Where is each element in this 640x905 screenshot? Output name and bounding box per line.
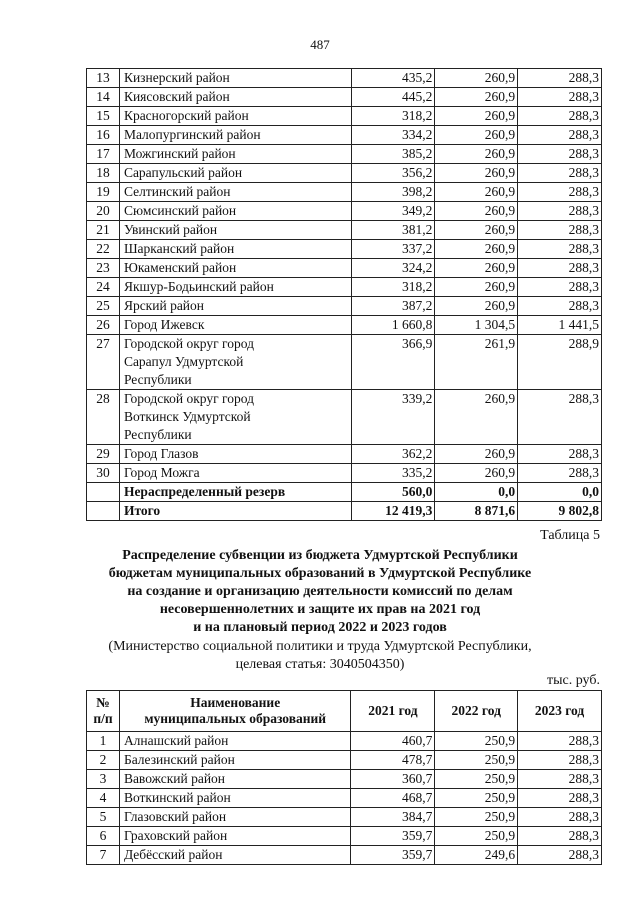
value-2023: 288,3: [518, 390, 602, 445]
row-name: Сарапульский район: [119, 164, 351, 183]
row-name: Красногорский район: [119, 107, 351, 126]
value-2022: 260,9: [435, 88, 518, 107]
value-2022: 260,9: [435, 145, 518, 164]
value-2022: 250,9: [435, 732, 518, 751]
table-row: [87, 69, 602, 88]
row-name-line: Воткинск Удмуртской: [123, 409, 251, 424]
value-2022: 260,9: [435, 183, 518, 202]
value-2023: 288,3: [518, 107, 602, 126]
value-2021: 12 419,3: [351, 502, 435, 521]
header-name: Наименование муниципальных образований: [119, 691, 351, 732]
value-2021: 356,2: [351, 164, 435, 183]
row-name: Дебёсский район: [119, 846, 351, 865]
value-2022: 260,9: [435, 259, 518, 278]
row-name: Кизнерский район: [119, 69, 351, 88]
row-name: Киясовский район: [119, 88, 351, 107]
value-2021: 381,2: [351, 221, 435, 240]
row-number: [87, 483, 120, 502]
value-2021: 359,7: [351, 827, 435, 846]
value-2023: 288,3: [518, 827, 602, 846]
value-2021: 337,2: [351, 240, 435, 259]
table-subtitle: [80, 638, 560, 674]
row-name: Нераспределенный резерв: [119, 483, 351, 502]
row-number: 14: [87, 88, 120, 107]
value-2021: 335,2: [351, 464, 435, 483]
subvention-table-5: [86, 690, 602, 865]
row-number: 16: [87, 126, 120, 145]
value-2022: 260,9: [435, 240, 518, 259]
row-name: Граховский район: [119, 827, 351, 846]
row-name: [119, 390, 351, 445]
value-2022: 260,9: [435, 107, 518, 126]
row-name: Ярский район: [119, 297, 351, 316]
table-row: [87, 732, 602, 751]
value-2023: 288,3: [518, 751, 602, 770]
row-name-line: Республики: [123, 427, 192, 442]
value-2023: 288,3: [518, 221, 602, 240]
row-name: Глазовский район: [119, 808, 351, 827]
table-row: [87, 278, 602, 297]
row-number: 13: [87, 69, 120, 88]
row-number: 6: [87, 827, 120, 846]
value-2021: 478,7: [351, 751, 435, 770]
table-row: [87, 846, 602, 865]
row-number: 29: [87, 445, 120, 464]
title-line: бюджетам муниципальных образований в Удмуртской Республике: [108, 566, 532, 581]
table-row: [87, 240, 602, 259]
row-name: Город Глазов: [119, 445, 351, 464]
row-name-line: Республики: [123, 372, 192, 387]
value-2023: 288,3: [518, 846, 602, 865]
unit-label: тыс. руб.: [547, 673, 600, 688]
table-row: [87, 335, 602, 390]
value-2023: 288,3: [518, 464, 602, 483]
value-2021: 468,7: [351, 789, 435, 808]
row-number: 21: [87, 221, 120, 240]
value-2021: 445,2: [351, 88, 435, 107]
row-name: Малопургинский район: [119, 126, 351, 145]
table-label: Таблица 5: [540, 528, 600, 543]
value-2023: 288,3: [518, 183, 602, 202]
table-row: [87, 770, 602, 789]
table-row: [87, 126, 602, 145]
value-2023: 9 802,8: [518, 502, 602, 521]
title-line: несовершеннолетних и защите их прав на 2021 год: [159, 602, 481, 617]
value-2021: 362,2: [351, 445, 435, 464]
value-2022: 260,9: [435, 202, 518, 221]
value-2021: 385,2: [351, 145, 435, 164]
value-2023: 1 441,5: [518, 316, 602, 335]
table-row: [87, 259, 602, 278]
row-number: 2: [87, 751, 120, 770]
table-row: [87, 789, 602, 808]
value-2021: 359,7: [351, 846, 435, 865]
row-number: 27: [87, 335, 120, 390]
value-2022: 260,9: [435, 69, 518, 88]
row-name: Воткинский район: [119, 789, 351, 808]
row-name: Итого: [119, 502, 351, 521]
value-2021: 398,2: [351, 183, 435, 202]
row-name: Город Можга: [119, 464, 351, 483]
value-2021: 334,2: [351, 126, 435, 145]
header-2023: 2023 год: [518, 691, 602, 732]
value-2022: 250,9: [435, 789, 518, 808]
value-2022: 260,9: [435, 126, 518, 145]
row-number: 19: [87, 183, 120, 202]
header-2022: 2022 год: [435, 691, 518, 732]
row-number: 26: [87, 316, 120, 335]
row-name-line: Городской округ город: [123, 336, 254, 351]
row-name: Можгинский район: [119, 145, 351, 164]
table-row: [87, 183, 602, 202]
value-2021: 1 660,8: [351, 316, 435, 335]
reserve-row: [87, 483, 602, 502]
row-name: Вавожский район: [119, 770, 351, 789]
value-2023: 288,3: [518, 278, 602, 297]
row-number: 24: [87, 278, 120, 297]
value-2021: 349,2: [351, 202, 435, 221]
row-name: Якшур-Бодьинский район: [119, 278, 351, 297]
row-number: 3: [87, 770, 120, 789]
table-row: [87, 221, 602, 240]
value-2023: 288,3: [518, 732, 602, 751]
row-name: [119, 335, 351, 390]
page-number: 487: [310, 37, 330, 52]
row-name: Селтинский район: [119, 183, 351, 202]
table-row: [87, 827, 602, 846]
value-2021: 318,2: [351, 107, 435, 126]
value-2023: 288,9: [518, 335, 602, 390]
table-row: [87, 145, 602, 164]
value-2023: 0,0: [518, 483, 602, 502]
header-number: № п/п: [87, 691, 120, 732]
subtitle-line: целевая статья: 3040504350): [235, 657, 405, 672]
value-2021: 318,2: [351, 278, 435, 297]
row-name: Алнашский район: [119, 732, 351, 751]
value-2023: 288,3: [518, 145, 602, 164]
value-2023: 288,3: [518, 297, 602, 316]
table-row: [87, 464, 602, 483]
row-number: 25: [87, 297, 120, 316]
row-number: 23: [87, 259, 120, 278]
value-2022: 260,9: [435, 164, 518, 183]
row-number: 5: [87, 808, 120, 827]
row-number: 20: [87, 202, 120, 221]
table-row: [87, 88, 602, 107]
subvention-table-continued: [86, 68, 602, 521]
value-2022: 260,9: [435, 390, 518, 445]
table-row: [87, 107, 602, 126]
value-2023: 288,3: [518, 69, 602, 88]
table-row: [87, 316, 602, 335]
row-number: 28: [87, 390, 120, 445]
title-line: и на плановый период 2022 и 2023 годов: [193, 620, 447, 635]
subtitle-line: (Министерство социальной политики и труда Удмуртской Республики,: [108, 639, 532, 654]
header-2021: 2021 год: [351, 691, 435, 732]
value-2021: 384,7: [351, 808, 435, 827]
value-2023: 288,3: [518, 789, 602, 808]
row-number: 22: [87, 240, 120, 259]
value-2021: 460,7: [351, 732, 435, 751]
value-2022: 1 304,5: [435, 316, 518, 335]
value-2022: 261,9: [435, 335, 518, 390]
row-name: Шарканский район: [119, 240, 351, 259]
table-row: [87, 297, 602, 316]
value-2023: 288,3: [518, 259, 602, 278]
row-number: 1: [87, 732, 120, 751]
row-number: 30: [87, 464, 120, 483]
title-line: на создание и организацию деятельности комиссий по делам: [127, 584, 513, 599]
value-2022: 260,9: [435, 464, 518, 483]
value-2022: 249,6: [435, 846, 518, 865]
value-2021: 366,9: [351, 335, 435, 390]
value-2021: 339,2: [351, 390, 435, 445]
value-2022: 260,9: [435, 297, 518, 316]
table-title: [80, 547, 560, 637]
row-number: 17: [87, 145, 120, 164]
value-2021: 435,2: [351, 69, 435, 88]
value-2023: 288,3: [518, 445, 602, 464]
value-2022: 8 871,6: [435, 502, 518, 521]
row-name: Город Ижевск: [119, 316, 351, 335]
row-name: Увинский район: [119, 221, 351, 240]
table-row: [87, 164, 602, 183]
row-number: 15: [87, 107, 120, 126]
value-2023: 288,3: [518, 88, 602, 107]
row-number: 4: [87, 789, 120, 808]
row-name: Балезинский район: [119, 751, 351, 770]
value-2023: 288,3: [518, 164, 602, 183]
value-2021: 560,0: [351, 483, 435, 502]
value-2022: 250,9: [435, 827, 518, 846]
value-2022: 260,9: [435, 278, 518, 297]
row-name: Юкаменский район: [119, 259, 351, 278]
total-row: [87, 502, 602, 521]
row-number: 18: [87, 164, 120, 183]
value-2023: 288,3: [518, 240, 602, 259]
value-2022: 260,9: [435, 445, 518, 464]
value-2022: 250,9: [435, 770, 518, 789]
value-2022: 0,0: [435, 483, 518, 502]
table-row: [87, 390, 602, 445]
title-line: Распределение субвенции из бюджета Удмуртской Республики: [122, 548, 518, 563]
value-2023: 288,3: [518, 202, 602, 221]
row-number: [87, 502, 120, 521]
table-header-row: [87, 691, 602, 732]
row-name-line: Сарапул Удмуртской: [123, 354, 244, 369]
value-2022: 250,9: [435, 751, 518, 770]
value-2023: 288,3: [518, 808, 602, 827]
table-row: [87, 202, 602, 221]
value-2022: 250,9: [435, 808, 518, 827]
value-2021: 387,2: [351, 297, 435, 316]
row-number: 7: [87, 846, 120, 865]
table-row: [87, 808, 602, 827]
value-2022: 260,9: [435, 221, 518, 240]
value-2023: 288,3: [518, 770, 602, 789]
value-2021: 360,7: [351, 770, 435, 789]
row-name: Сюмсинский район: [119, 202, 351, 221]
value-2021: 324,2: [351, 259, 435, 278]
table-row: [87, 751, 602, 770]
table-row: [87, 445, 602, 464]
value-2023: 288,3: [518, 126, 602, 145]
row-name-line: Городской округ город: [123, 391, 254, 406]
